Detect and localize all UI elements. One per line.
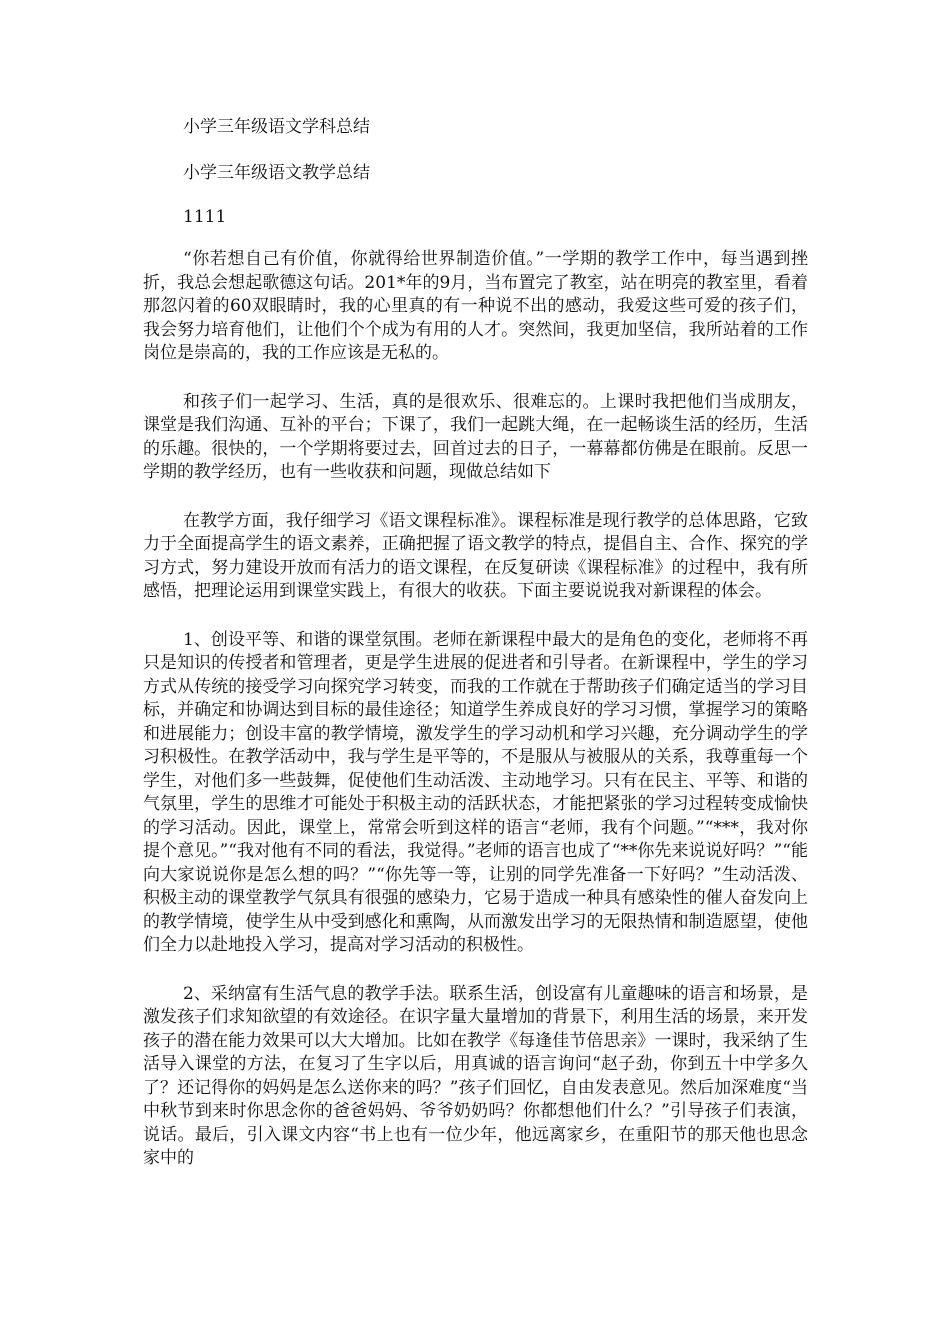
paragraph-life: 和孩子们一起学习、生活，真的是很欢乐、很难忘的。上课时我把他们当成朋友，课堂是我们沟通、互补的平台；下课了，我们一起跳大绳，在一起畅谈生活的经历，生活的乐趣。很快的，一个学期将要过去，回首过去的日子，一幕幕都仿佛是在眼前。反思一学期的教学经历，也有一些收获和问题，现做总结如下	[143, 391, 808, 482]
paragraph-point-1: 1、创设平等、和谐的课堂氛围。老师在新课程中最大的是角色的变化，老师将不再只是知识的传授者和管理者，更是学生进展的促进者和引导者。在新课程中，学生的学习方式从传统的接受学习向探究学习转变，而我的工作就在于帮助孩子们确定适当的学习目标，并确定和协调达到目标的最佳途径；知道学生养成良好的学习习惯，掌握学习的策略和进展能力；创设丰富的教学情境，激发学生的学习动机和学习兴趣，充分调动学生的学习积极性。在教学活动中，我与学生是平等的，不是服从与被服从的关系，我尊重每一个学生，对他们多一些鼓舞，促使他们生动活泼、主动地学习。只有在民主、平等、和谐的气氛里，学生的思维才可能处于积极主动的活跃状态，才能把紧张的学习过程转变成愉快的学习活动。因此，课堂上，常常会听到这样的语言“老师，我有个问题。”“***，我对你提个意见。”“我对他有不同的看法，我觉得。”老师的语言也成了“**你先来说说好吗？”“能向大家说说你是怎么想的吗？”“你先等一等，让别的同学先准备一下好吗？”生动活泼、积极主动的课堂教学气氛具有很强的感染力，它易于造成一种具有感染性的催人奋发向上的教学情境，使学生从中受到感化和熏陶，从而激发出学习的无限热情和制造愿望，使他们全力以赴地投入学习，提高对学习活动的积极性。	[143, 629, 808, 955]
document-title: 小学三年级语文学科总结	[183, 117, 370, 137]
paragraph-point-2: 2、采纳富有生活气息的教学手法。联系生活，创设富有儿童趣味的语言和场景，是激发孩子们求知欲望的有效途径。在识字量大量增加的背景下，利用生活的场景，来开发孩子的潜在能力效果可以大大增加。比如在教学《每逢佳节倍思亲》一课时，我采纳了生活导入课堂的方法，在复习了生字以后，用真诚的语言询问“赵子劲，你到五十中学多久了？还记得你的妈妈是怎么送你来的吗？”孩子们回忆，自由发表意见。然后加深难度“当中秋节到来时你思念你的爸爸妈妈、爷爷奶奶吗？你都想他们什么？”引导孩子们表演，说话。最后，引入课文内容“书上也有一位少年，他远离家乡，在重阳节的那天他也思念家中的	[143, 983, 808, 1168]
paragraph-intro: “你若想自己有价值，你就得给世界制造价值。”一学期的教学工作中，每当遇到挫折，我总会想起歌德这句话。201*年的9月，当布置完了教室，站在明亮的教室里，看着那忽闪着的60双眼睛时，我的心里真的有一种说不出的感动，我爱这些可爱的孩子们，我会努力培育他们，让他们个个成为有用的人才。突然间，我更加坚信，我所站着的工作岗位是崇高的，我的工作应该是无私的。	[143, 249, 808, 363]
document-subtitle: 小学三年级语文教学总结	[183, 163, 370, 183]
document-code: 1111	[183, 207, 227, 227]
paragraph-teaching: 在教学方面，我仔细学习《语文课程标准》。课程标准是现行教学的总体思路，它致力于全面提高学生的语文素养，正确把握了语文教学的特点，提倡自主、合作、探究的学习方式，努力建设开放而有活力的语文课程，在反复研读《课程标准》的过程中，我有所感悟，把理论运用到课堂实践上，有很大的收获。下面主要说说我对新课程的体会。	[143, 510, 808, 601]
document-body	[143, 248, 808, 1196]
